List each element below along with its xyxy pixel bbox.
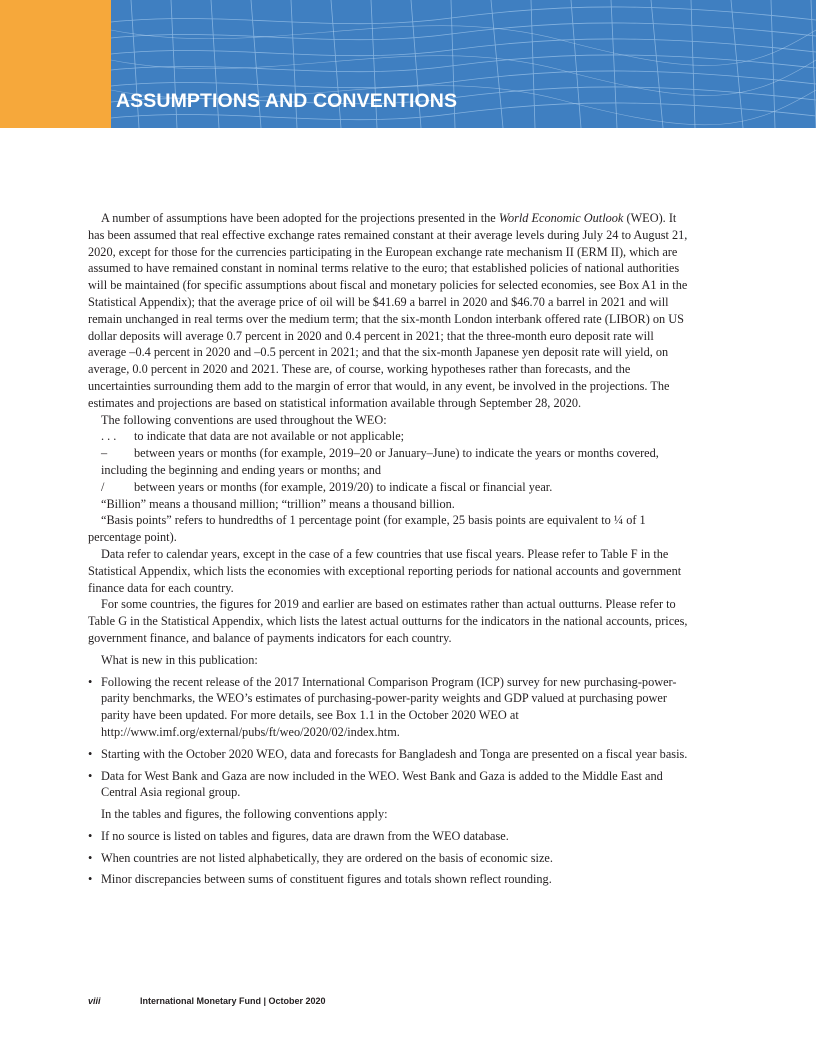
page-footer [88, 996, 326, 1006]
weo-title-italic: World Economic Outlook [498, 211, 624, 225]
bullet-dot: • [88, 768, 93, 783]
list-item-text: Data for West Bank and Gaza are now included in the WEO. West Bank and Gaza is added to the Middle East and Central Asia regional group. [101, 768, 663, 800]
bullet-dot: • [88, 674, 93, 689]
basis-points-definition: “Basis points” refers to hundredths of 1 percentage point (for example, 25 basis points are equivalent to ¼ of 1 percentage point). [88, 513, 646, 545]
header-banner [0, 0, 816, 128]
tables-conventions-intro: In the tables and figures, the following conventions apply: [101, 807, 388, 822]
whats-new-list [88, 674, 690, 802]
symbol-text: between years or months (for example, 2019–20 or January–June) to indicate the years or months covered, including the beginning and ending years or months; and [101, 446, 659, 477]
symbol-mark: – [101, 446, 108, 461]
list-item [88, 871, 690, 888]
page-title: ASSUMPTIONS AND CONVENTIONS [116, 90, 458, 112]
assumptions-paragraph [88, 210, 690, 412]
banner-orange-block [0, 0, 111, 128]
conventions-intro: The following conventions are used throughout the WEO: [101, 412, 387, 427]
symbol-item [88, 445, 690, 479]
symbol-item [88, 428, 690, 445]
list-item [88, 828, 690, 845]
symbol-text: between years or months (for example, 2019/20) to indicate a fiscal or financial year. [134, 479, 553, 494]
list-item-text: If no source is listed on tables and figures, data are drawn from the WEO database. [101, 828, 509, 843]
list-item-text: Following the recent release of the 2017 International Comparison Program (ICP) survey for new purchasing-power-parity benchmarks, the WEO’s estimates of purchasing-power-parity weights and GDP valued at purchasing power parity have been updated. For more details, see Box 1.1 in the October 2020 WEO at http://www.imf.org/external/pubs/ft/weo/2020/02/index.htm. [101, 674, 677, 739]
billion-definition: “Billion” means a thousand million; “trillion” means a thousand billion. [101, 496, 455, 511]
symbol-mark: . . . [101, 429, 117, 444]
calendar-years-paragraph: Data refer to calendar years, except in the case of a few countries that use fiscal years. Please refer to Table F in the Statistical Appendix, which lists the economies with exceptional reporting periods for national accounts and government finance data for each country. [88, 546, 682, 595]
page-number: viii [88, 996, 101, 1006]
bullet-dot: • [88, 828, 93, 843]
list-item [88, 674, 690, 741]
bullet-dot: • [88, 850, 93, 865]
tables-conventions-list [88, 828, 690, 888]
assumptions-text-rest: (WEO). It has been assumed that real effective exchange rates remained constant at their average levels during July 24 to August 21, 2020, except for those for the currencies participating in the European exchange rate mechanism II (ERM II), which are assumed to have remained constant in nominal terms relative to the euro; that established policies of national authorities will be maintained (for specific assumptions about fiscal and monetary policies for selected economies, see Box A1 in the Statistical Appendix); that the average price of oil will be $41.69 a barrel in 2020 and $46.70 a barrel in 2021 and will remain unchanged in real terms over the medium term; that the six-month London interbank offered rate (LIBOR) on US dollar deposits will average 0.7 percent in 2020 and 0.4 percent in 2021; that the three-month euro deposit rate will average –0.4 percent in 2020 and –0.5 percent in 2021; and that the six-month Japanese yen deposit rate will yield, on average, 0.0 percent in 2020 and 2021. These are, of course, working hypotheses rather than forecasts, and the uncertainties surrounding them add to the margin of error that would, in any event, be involved in the projections. The estimates and projections are based on statistical information available through September 28, 2020. [88, 211, 688, 410]
whats-new-intro: What is new in this publication: [101, 652, 258, 667]
list-item [88, 746, 690, 763]
list-item [88, 850, 690, 867]
symbol-mark: / [101, 479, 105, 494]
bullet-dot: • [88, 746, 93, 761]
estimates-paragraph: For some countries, the figures for 2019 and earlier are based on estimates rather than actual outturns. Please refer to Table G in the Statistical Appendix, which lists the latest actual outturns for the indicators in the national accounts, prices, government finance, and balance of payments indicators for each country. [88, 597, 688, 645]
symbol-list [88, 428, 690, 495]
list-item-text: Starting with the October 2020 WEO, data and forecasts for Bangladesh and Tonga are presented on a fiscal year basis. [101, 746, 688, 761]
list-item-text: Minor discrepancies between sums of constituent figures and totals shown reflect rounding. [101, 872, 552, 887]
symbol-text: to indicate that data are not available or not applicable; [134, 429, 405, 444]
publication-credit: International Monetary Fund | October 2020 [140, 996, 326, 1006]
list-item-text: When countries are not listed alphabetically, they are ordered on the basis of economic size. [101, 850, 553, 865]
symbol-item [88, 479, 690, 496]
bullet-dot: • [88, 872, 93, 887]
assumptions-text-start: A number of assumptions have been adopted for the projections presented in the [101, 211, 499, 225]
list-item [88, 768, 690, 802]
main-content [88, 210, 690, 893]
